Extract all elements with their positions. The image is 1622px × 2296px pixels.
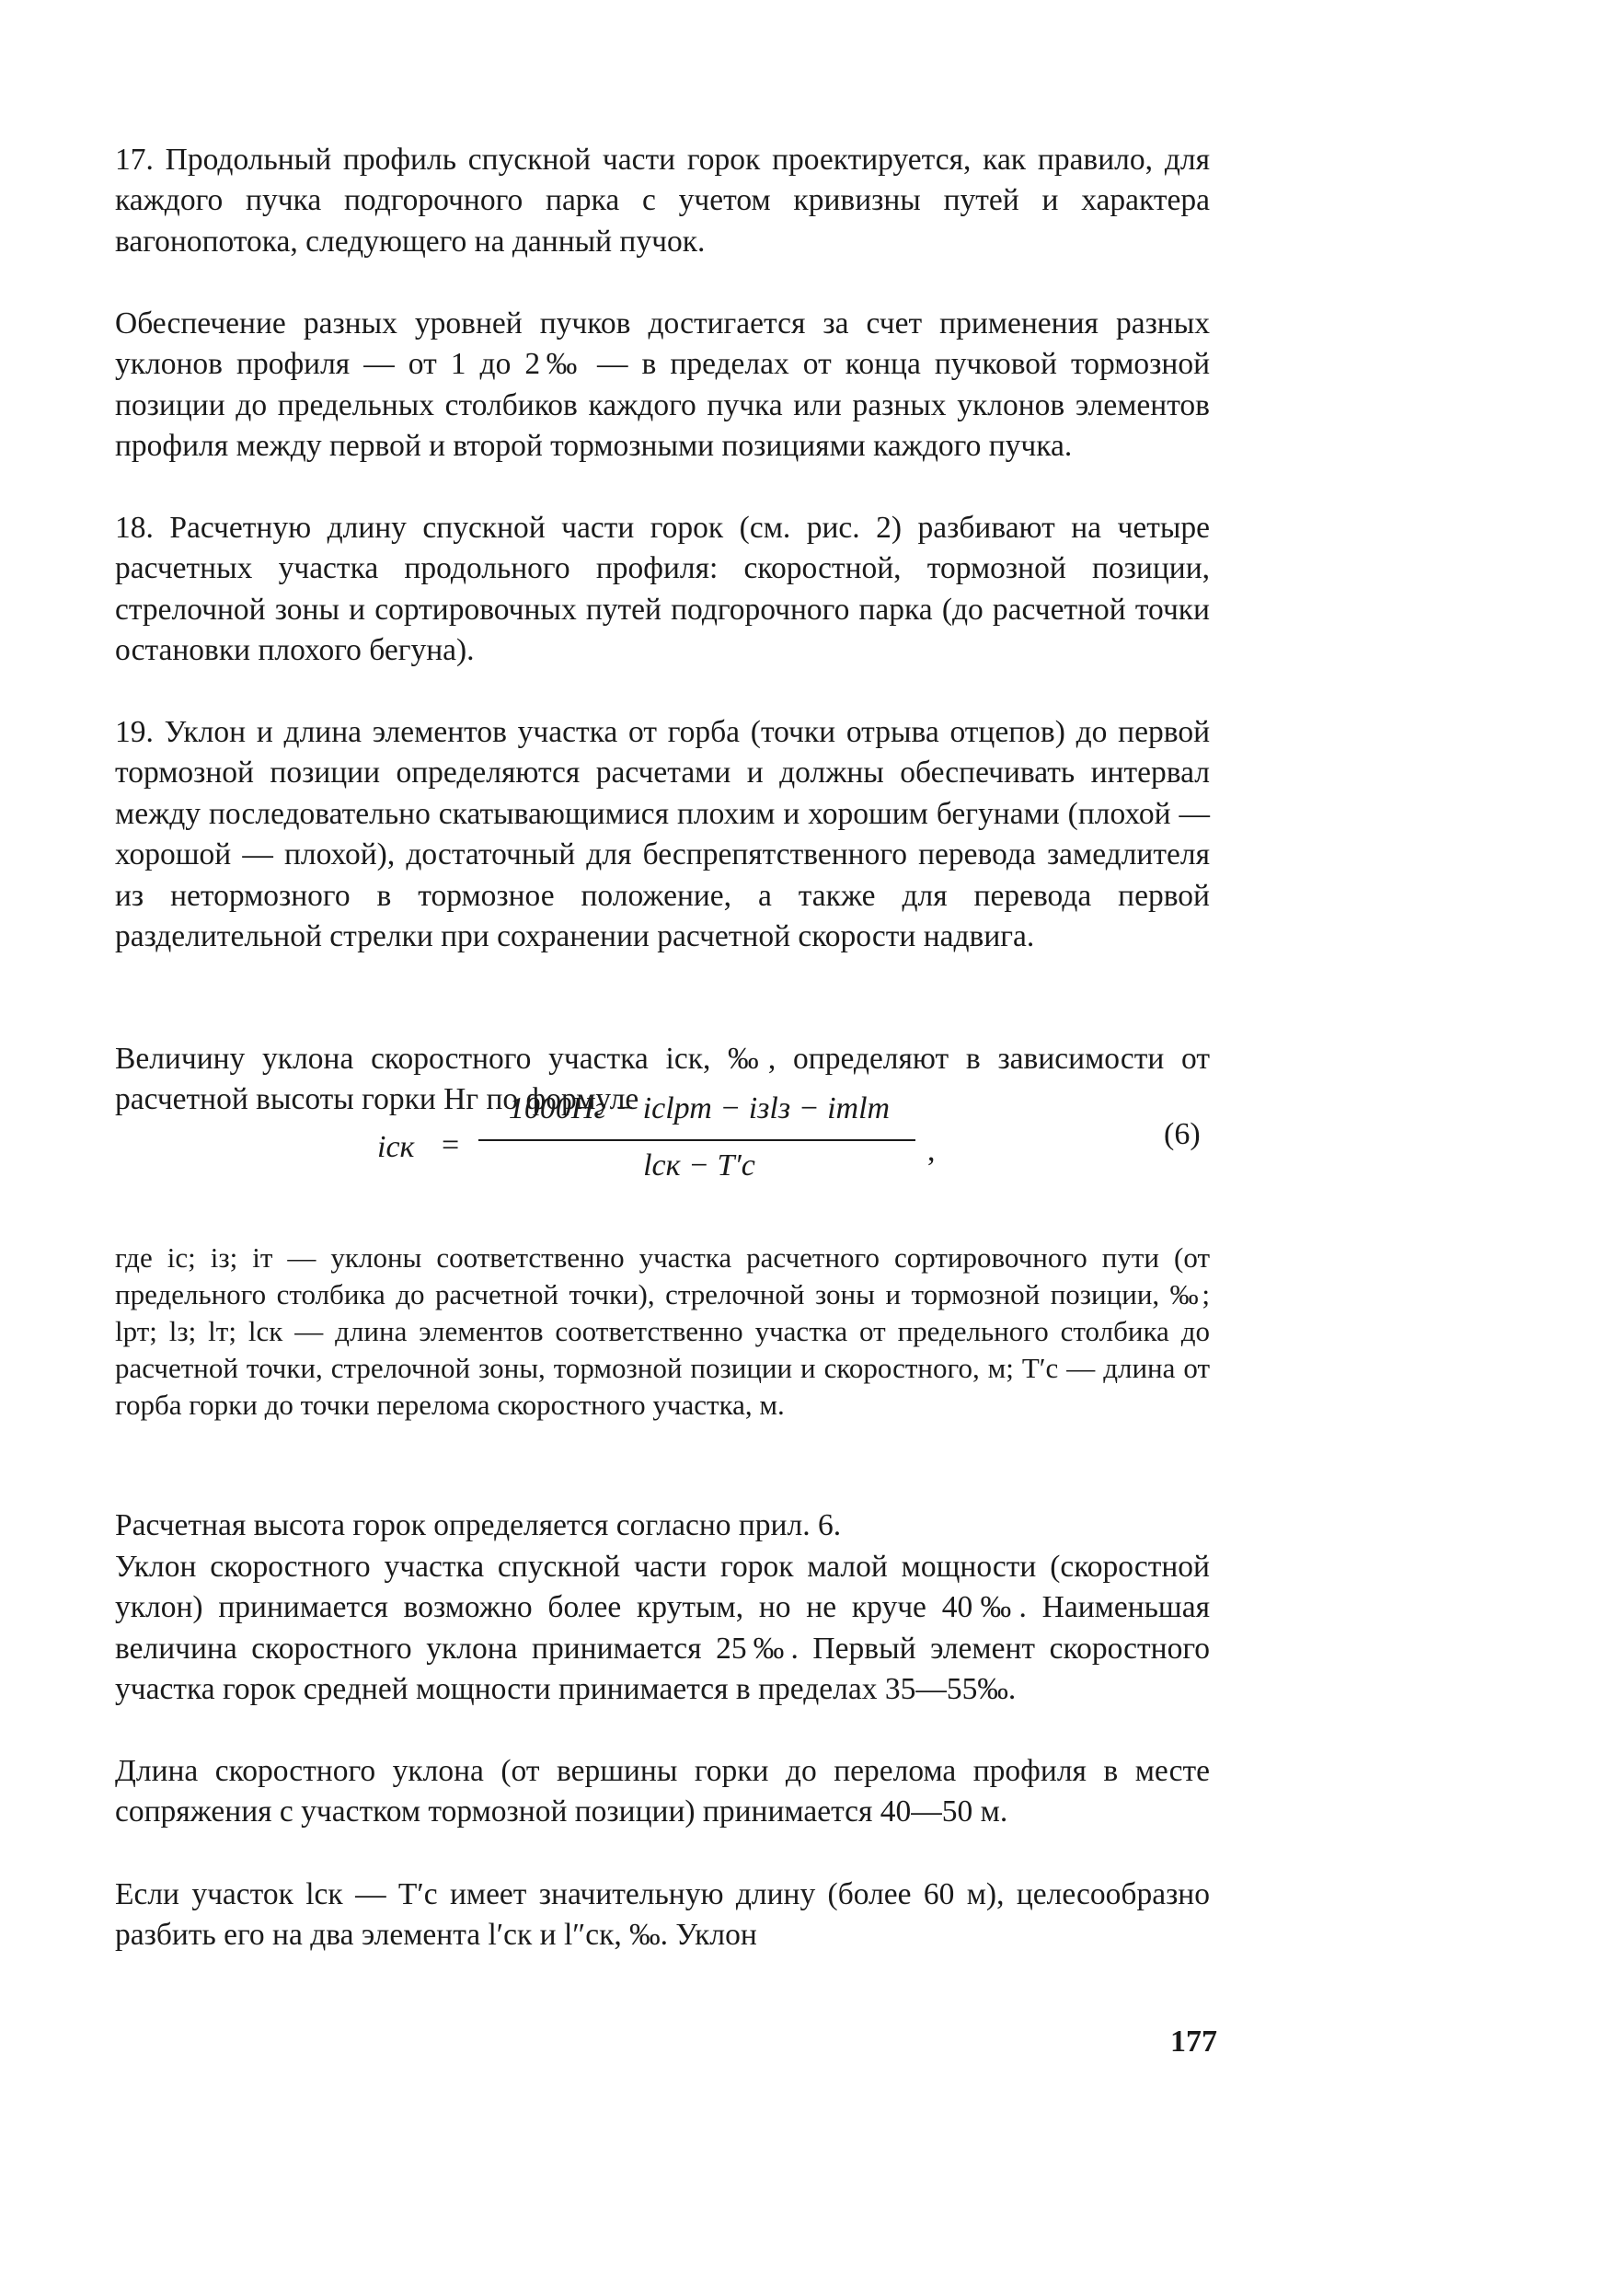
paragraph-height-reference: Расчетная высота горок определяется согласно прил. 6. — [115, 1508, 842, 1542]
formula-numerator: 1000Hг − iсlрт − iзlз − iтlт — [508, 1091, 891, 1125]
paragraph-split-section: Если участок lск — T′с имеет значительную длину (более 60 м), целесообразно разбить его на два элемента l′ск и l″ск, ‰. Уклон — [115, 1877, 1210, 1953]
formula-equals: = — [442, 1128, 460, 1162]
paragraph-speed-slope: Уклон скоростного участка спускной части горок малой мощности (скоростной уклон) принимается возможно более крутым, но не круче 40‰. Наименьшая величина скоростного уклона принимается 25‰. Первый элемент скоростного участка горок средней мощности принимается в пределах 35—55‰. — [115, 1550, 1210, 1707]
paragraph-17-continued: Обеспечение разных уровней пучков достигается за счет применения разных уклонов профиля — от 1 до 2‰ — в пределах от конца пучковой тормозной позиции до предельных столбиков каждого пучка или разных уклонов элементов профиля между первой и второй тормозными позициями каждого пучка. — [115, 306, 1210, 464]
formula-where-explanation: где iс; iз; iт — уклоны соответственно участка расчетного сортировочного пути (от предельного столбика до расчетной точки), стрелочной зоны и тормозной позиции, ‰; lрт; lз; lт; lск — длина элементов соответственно участка от предельного столбика до расчетной точки, стрелочной зоны, тормозной позиции и скоростного, м; T′с — длина от горба горки до точки перелома скоростного участка, м. — [115, 1241, 1210, 1421]
paragraph-19-formula-intro: Величину уклона скоростного участка iск, ‰, определяют в зависимости от расчетной высоты горки Hг по формуле — [115, 1042, 1210, 1117]
formula-denominator: lск − T′с — [643, 1148, 755, 1183]
formula-6 — [0, 1091, 1622, 1211]
formula-fraction-bar — [478, 1139, 915, 1141]
paragraph-speed-slope-length: Длина скоростного уклона (от вершины горки до перелома профиля в месте сопряжения с участком тормозной позиции) принимается 40—50 м. — [115, 1754, 1210, 1829]
paragraph-17: 17. Продольный профиль спускной части горок проектируется, как правило, для каждого пучка подгорочного парка с учетом кривизны путей и характера вагонопотока, следующего на данный пучок. — [115, 143, 1210, 259]
page-number: 177 — [1170, 2025, 1217, 2059]
paragraph-19: 19. Уклон и длина элементов участка от горба (точки отрыва отцепов) до первой тормозной позиции определяются расчетами и должны обеспечивать интервал между последовательно скатывающимися плохим и хорошим бегунами (плохой — хорошой — плохой), достаточный для беспрепятственного перевода замедлителя из нетормозного в тормозное положение, а также для перевода первой разделительной стрелки при сохранении расчетной скорости надвига. — [115, 715, 1210, 954]
formula-number: (6) — [1164, 1117, 1201, 1151]
formula-lhs: iск — [377, 1130, 415, 1164]
paragraph-18: 18. Расчетную длину спускной части горок (см. рис. 2) разбивают на четыре расчетных участка продольного профиля: скоростной, тормозной позиции, стрелочной зоны и сортировочных путей подгорочного парка (до расчетной точки остановки плохого бегуна). — [115, 511, 1210, 668]
formula-comma: , — [927, 1134, 936, 1168]
